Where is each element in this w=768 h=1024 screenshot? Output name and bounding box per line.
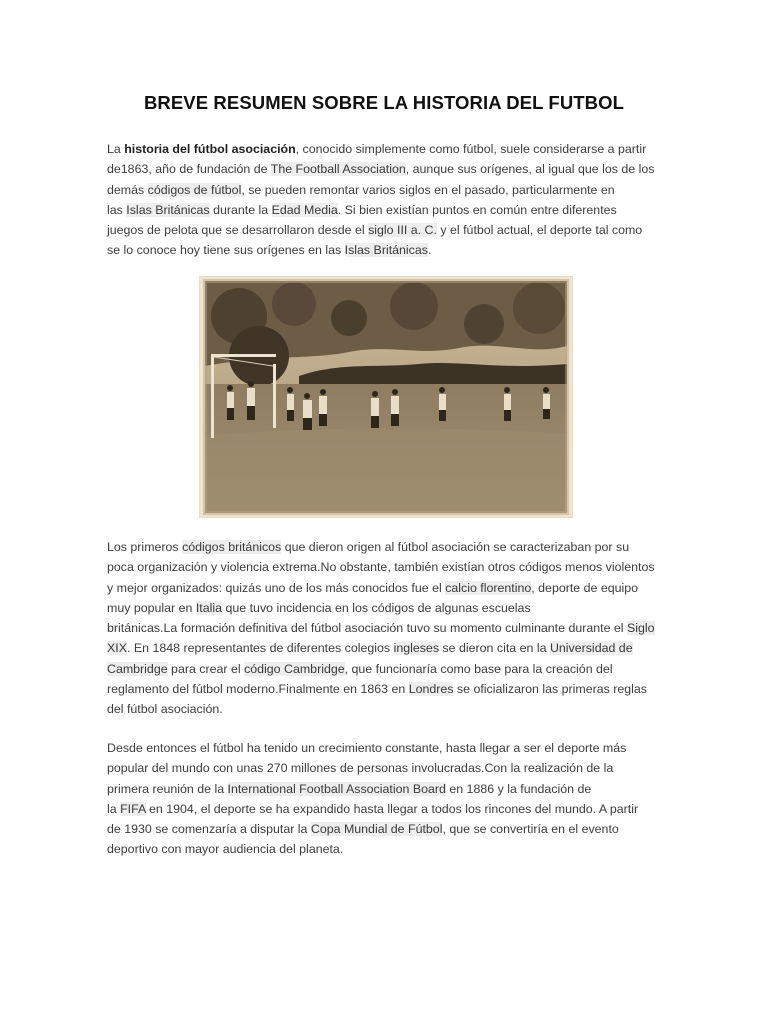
text-line xyxy=(107,598,663,618)
wiki-link[interactable]: Universidad de xyxy=(549,641,633,656)
text-line xyxy=(107,839,663,859)
text-segment: británicas.La formación definitiva del fútbol asociación tuvo su momento culminante durante el xyxy=(107,621,628,636)
football-match-photo xyxy=(199,276,573,518)
wiki-link[interactable]: FIFA xyxy=(120,801,146,816)
text-line xyxy=(107,618,663,638)
text-line xyxy=(107,799,663,819)
text-segment: Los primeros xyxy=(107,540,183,554)
text-line xyxy=(107,159,663,179)
wiki-link[interactable]: códigos de fútbol xyxy=(147,182,242,197)
text-segment: poca organización y violencia extrema.No obstante, también existían otros códigos menos violentos xyxy=(107,560,655,575)
text-segment: la xyxy=(107,801,121,816)
text-segment: que tuvo incidencia en los códigos de algunas escuelas xyxy=(222,600,531,615)
text-segment: se dieron cita en la xyxy=(439,641,550,656)
text-segment: . En 1848 representantes de diferentes colegios xyxy=(126,641,394,656)
text-segment: demás xyxy=(107,182,148,197)
text-segment: durante la xyxy=(209,202,272,217)
text-segment: deportivo con mayor audiencia del planeta. xyxy=(107,842,344,857)
text-line xyxy=(107,139,663,159)
text-line xyxy=(107,738,663,758)
text-line xyxy=(107,679,663,699)
bold-term: historia del fútbol asociación xyxy=(124,142,296,156)
text-line xyxy=(107,659,663,679)
text-line xyxy=(107,819,663,839)
text-segment: y el fútbol actual, el deporte tal como xyxy=(436,223,643,238)
wiki-link[interactable]: códigos británicos xyxy=(182,540,282,554)
wiki-link[interactable]: Londres xyxy=(408,682,454,697)
text-line xyxy=(107,578,663,598)
text-segment: y mejor organizados: quizás uno de los más conocidos fue el xyxy=(107,580,446,595)
wiki-link[interactable]: Islas Británicas xyxy=(126,202,210,217)
text-line xyxy=(107,200,663,220)
text-segment: para crear el xyxy=(167,661,245,676)
wiki-link[interactable]: Edad Media xyxy=(271,202,338,217)
wiki-link[interactable]: ingleses xyxy=(393,641,440,656)
wiki-link[interactable]: Cambridge xyxy=(107,661,168,676)
text-segment: popular del mundo con unas 270 millones de personas involucradas.Con la realización de la xyxy=(107,761,614,776)
text-segment: de1863, año de fundación de xyxy=(107,162,271,177)
wiki-link[interactable]: código Cambridge xyxy=(244,661,345,676)
text-segment: , que funcionaría como base para la creación del xyxy=(344,661,613,676)
vintage-football-match-photo-icon xyxy=(199,276,573,518)
text-segment: La xyxy=(107,142,125,156)
text-line xyxy=(107,638,663,658)
text-segment: reglamento del fútbol moderno.Finalmente en 1863 en xyxy=(107,682,409,697)
page-title: BREVE RESUMEN SOBRE LA HISTORIA DEL FUTBOL xyxy=(143,92,625,113)
text-line xyxy=(107,240,663,260)
text-segment: en 1904, el deporte se ha expandido hasta llegar a todos los rincones del mundo. A partir xyxy=(145,801,639,816)
wiki-link[interactable]: The Football Association xyxy=(270,162,406,177)
text-line xyxy=(107,758,663,778)
paragraph-growth xyxy=(107,738,663,860)
text-segment: las xyxy=(107,202,127,217)
text-segment: primera reunión de la xyxy=(107,781,228,796)
text-segment: juegos de pelota que se desarrollaron desde el xyxy=(107,223,369,238)
wiki-link[interactable]: Copa Mundial de Fútbol xyxy=(310,822,443,837)
text-segment: , se pueden remontar varios siglos en el pasado, particularmente en xyxy=(241,182,615,197)
text-segment: muy popular en xyxy=(107,600,196,615)
paragraph-intro xyxy=(107,139,663,261)
text-segment: , deporte de equipo xyxy=(531,580,639,595)
wiki-link[interactable]: calcio florentino xyxy=(445,580,532,595)
text-line xyxy=(107,220,663,240)
wiki-link[interactable]: siglo III a. C. xyxy=(368,223,437,238)
text-segment: del fútbol asociación. xyxy=(107,702,223,717)
text-line xyxy=(107,779,663,799)
wiki-link[interactable]: XIX xyxy=(107,641,127,656)
text-line xyxy=(107,557,663,577)
text-line xyxy=(107,537,663,557)
text-segment: que dieron origen al fútbol asociación se caracterizaban por su xyxy=(281,540,630,554)
text-segment: se lo conoce hoy tiene sus orígenes en las xyxy=(107,243,345,258)
wiki-link[interactable]: Islas Británicas xyxy=(344,243,428,258)
text-segment: en 1886 y la fundación de xyxy=(445,781,592,796)
text-segment: , aunque sus orígenes, al igual que los de los xyxy=(405,162,655,177)
text-segment: . xyxy=(427,243,432,258)
text-line xyxy=(107,180,663,200)
text-segment: . Si bien existían puntos en común entre diferentes xyxy=(337,202,617,217)
wiki-link[interactable]: Italia xyxy=(195,600,223,615)
wiki-link[interactable]: Siglo xyxy=(627,621,655,636)
text-segment: , que se convertiría en el evento xyxy=(442,822,619,837)
text-segment: de 1930 se comenzaría a disputar la xyxy=(107,822,311,837)
wiki-link[interactable]: International Football Association Board xyxy=(227,781,446,796)
text-segment: se oficializaron las primeras reglas xyxy=(453,682,647,697)
text-segment: , conocido simplemente como fútbol, suele considerarse a partir xyxy=(295,142,647,156)
text-segment: Desde entonces el fútbol ha tenido un crecimiento constante, hasta llegar a ser el deporte más xyxy=(107,741,627,755)
paragraph-origins xyxy=(107,537,663,720)
text-line xyxy=(107,699,663,719)
